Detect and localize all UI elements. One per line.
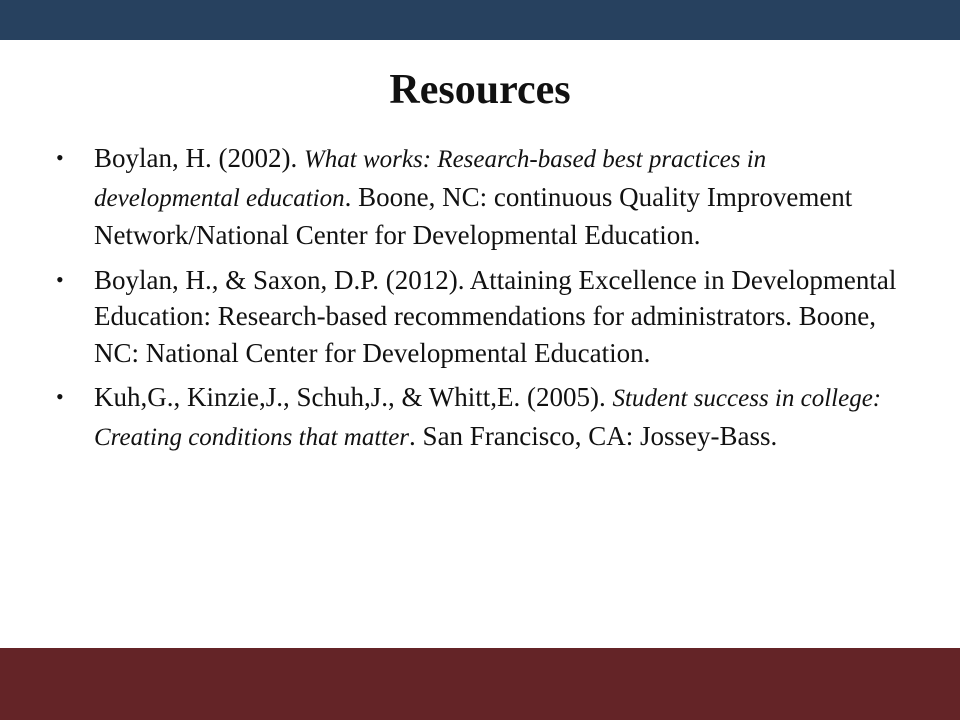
- bottom-decorative-bar: [0, 648, 960, 720]
- bullet-icon: •: [56, 145, 64, 170]
- bullet-icon: •: [56, 384, 64, 409]
- reference-item: [56, 379, 916, 456]
- reference-publisher: . Boone, NC: continuous Quality Improvement Network/National Center for Developmental Education.: [94, 181, 853, 250]
- reference-text: Boylan, H., & Saxon, D.P. (2012). Attaining Excellence in Developmental Education: Research-based recommendations for administrators. Boone, NC: National Center for Developmental Education.: [94, 264, 897, 368]
- reference-list: [56, 140, 916, 464]
- reference-publisher: . San Francisco, CA: Jossey-Bass.: [409, 420, 778, 451]
- top-decorative-bar: [0, 0, 960, 40]
- reference-item: [56, 262, 916, 372]
- slide-title: Resources: [389, 67, 571, 113]
- bullet-icon: •: [56, 266, 64, 292]
- reference-title: What works: Research-based best practices in developmental education: [94, 146, 767, 212]
- reference-text: Boylan, H. (2002).: [94, 143, 304, 173]
- reference-text: Kuh,G., Kinzie,J., Schuh,J., & Whitt,E. (2005).: [94, 382, 613, 412]
- reference-item: [56, 140, 916, 254]
- reference-title: Student success in college: Creating conditions that matter: [94, 385, 882, 451]
